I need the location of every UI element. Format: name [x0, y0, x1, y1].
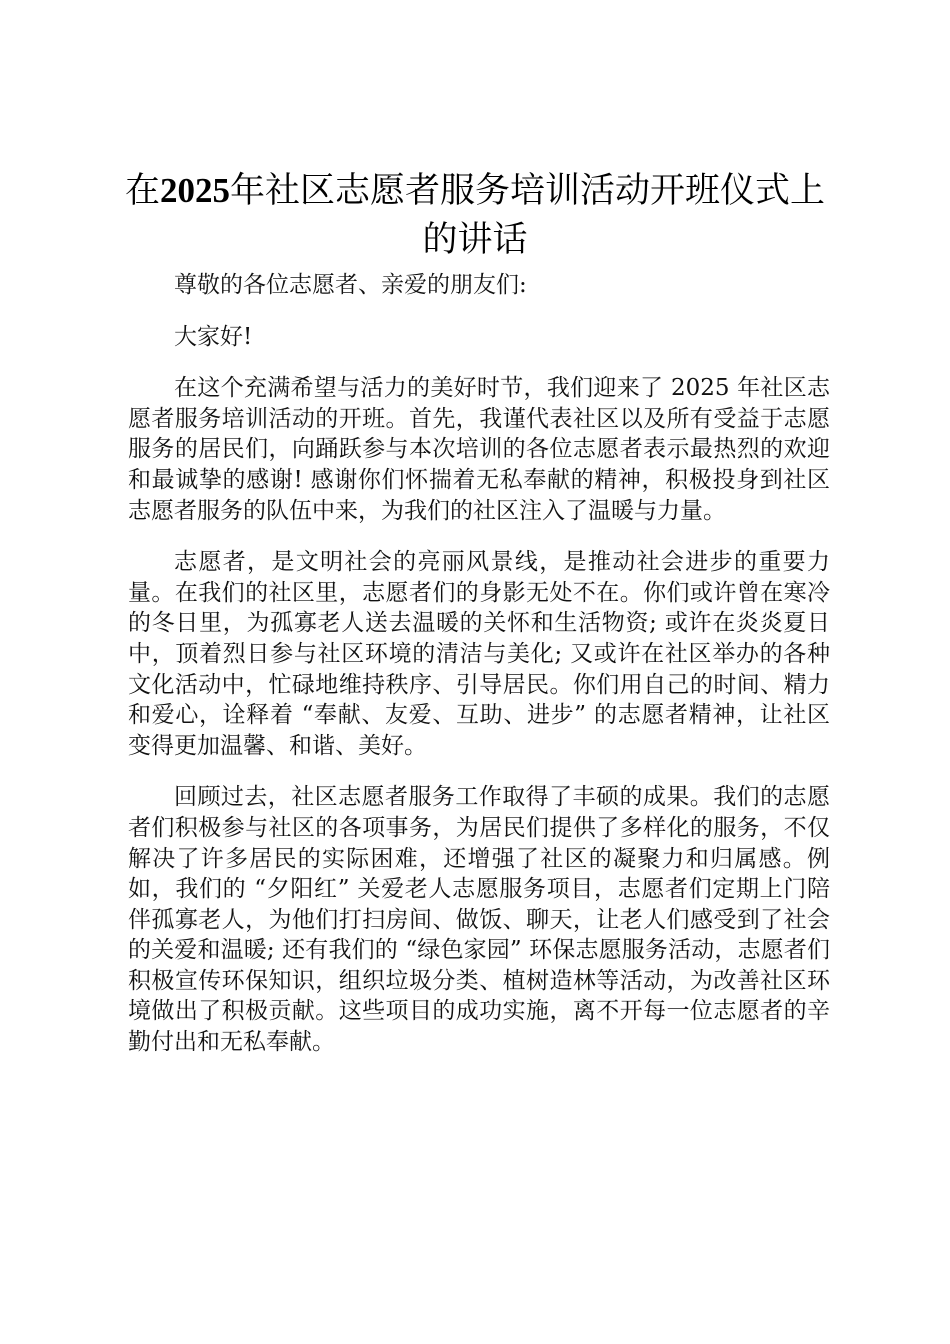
body-paragraph: 回顾过去，社区志愿者服务工作取得了丰硕的成果。我们的志愿者们积极参与社区的各项事务，为居民们提供了多样化的服务，不仅解决了许多居民的实际困难，还增强了社区的凝聚力和归属感。例如，我们的 “夕阳红” 关爱老人志愿服务项目，志愿者们定期上门陪伴孤寡老人，为他们打扫房间、做饭、聊天，让老人们感受到了社会的关爱和温暖; 还有我们的 “绿色家园” 环保志愿服务活动，志愿者们积极宣传环保知识，组织垃圾分类、植树造林等活动，为改善社区环境做出了积极贡献。这些项目的成功实施，离不开每一位志愿者的辛勤付出和无私奉献。 [128, 784, 830, 1056]
body-paragraph: 志愿者，是文明社会的亮丽风景线，是推动社会进步的重要力量。在我们的社区里，志愿者们的身影无处不在。你们或许曾在寒冷的冬日里，为孤寡老人送去温暖的关怀和生活物资; 或许在炎炎夏日中，顶着烈日参与社区环境的清洁与美化; 又或许在社区举办的各种文化活动中，忙碌地维持秩序、引导居民。你们用自己的时间、精力和爱心，诠释着 “奉献、友爱、互助、进步” 的志愿者精神，让社区变得更加温馨、和谐、美好。 [128, 549, 830, 759]
salutation: 尊敬的各位志愿者、亲爱的朋友们: [174, 272, 527, 298]
title-prefix: 在 [124, 171, 160, 211]
document-title [120, 166, 830, 265]
greeting: 大家好! [174, 323, 253, 350]
title-year: 2025 [160, 171, 230, 210]
title-rest: 年社区志愿者服务培训活动开班仪式上的讲话 [230, 171, 826, 260]
body-paragraph: 在这个充满希望与活力的美好时节，我们迎来了 2025 年社区志愿者服务培训活动的开班。首先，我谨代表社区以及所有受益于志愿服务的居民们，向踊跃参与本次培训的各位志愿者表示最热烈的欢迎和最诚挚的感谢! 感谢你们怀揣着无私奉献的精神，积极投身到社区志愿者服务的队伍中来，为我们的社区注入了温暖与力量。 [128, 375, 830, 524]
document-body [128, 270, 830, 1079]
